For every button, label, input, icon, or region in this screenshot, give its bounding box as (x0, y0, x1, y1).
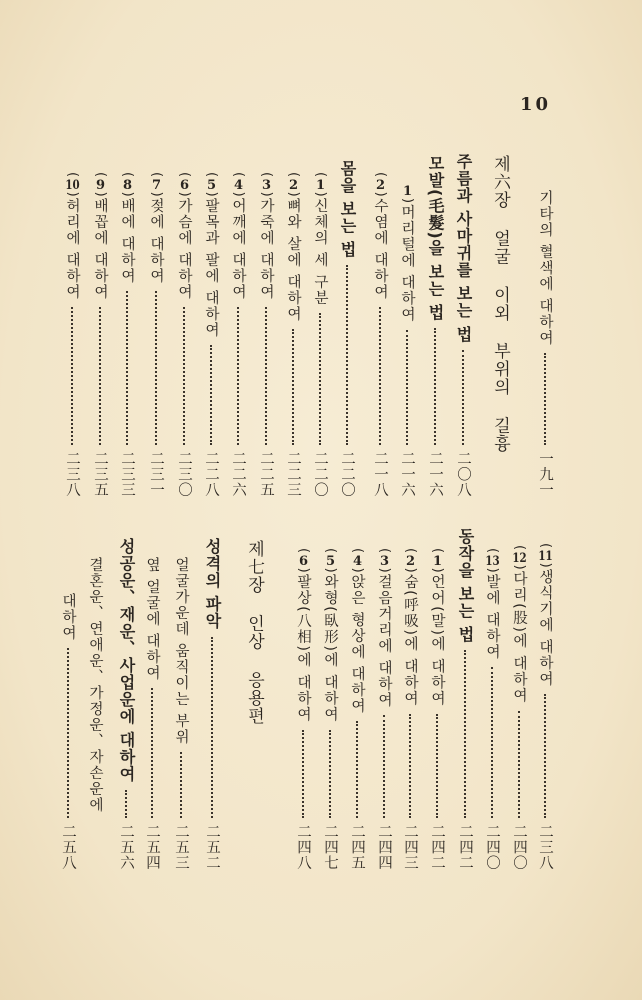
chapter-title: 제七장 인상 응용편 (244, 540, 264, 725)
page-ref: 二二八 (203, 450, 219, 497)
page-ref: 一九一 (537, 450, 553, 497)
dot-leader (518, 711, 520, 818)
page-ref: 二四五 (349, 823, 365, 870)
entry-number: 2 (288, 178, 299, 192)
entry-title: (6)팔상(八相)에 대하여 (295, 548, 311, 723)
entry-title: (12)다리(股)에 대하여 (511, 545, 527, 704)
chapter-heading (241, 540, 267, 725)
entry-number: 1 (432, 554, 443, 568)
page-ref: 二五四 (144, 823, 160, 870)
toc-entry (424, 548, 450, 870)
toc-entry (225, 172, 251, 497)
toc-entry (479, 548, 505, 870)
toc-section (113, 538, 139, 870)
toc-entry (394, 185, 420, 497)
toc-section (334, 160, 360, 497)
toc-entry (367, 172, 393, 497)
toc-entry (253, 172, 279, 497)
section-title: 주름과 사마귀를 보는 법 (454, 153, 473, 343)
toc-entry (317, 548, 343, 870)
dot-leader (319, 313, 321, 444)
entry-number: 5 (325, 554, 336, 568)
dot-leader (379, 307, 381, 444)
entry-number: 9 (95, 178, 106, 192)
toc-entry (280, 172, 306, 497)
dot-leader (155, 291, 157, 444)
page-ref: 二三八 (537, 823, 553, 870)
entry-number: 13 (485, 554, 500, 568)
dot-leader (125, 790, 127, 818)
dot-leader (292, 329, 294, 444)
entry-number: 3 (261, 178, 272, 192)
page-ref: 二一六 (427, 450, 443, 497)
entry-title: (8)배에 대하여 (119, 172, 135, 285)
entry-number: 3 (379, 554, 390, 568)
entry-title: (4)앉은 형상에 대하여 (349, 548, 365, 715)
entry-number: 4 (233, 178, 244, 192)
toc-section (452, 528, 478, 870)
toc-entry (59, 172, 85, 497)
page-ref: 二三八 (64, 450, 80, 497)
entry-number: 12 (512, 551, 527, 565)
page-ref: 二四〇 (511, 823, 527, 870)
toc-entry (55, 593, 81, 870)
toc-entry (198, 172, 224, 497)
toc-section (199, 538, 225, 870)
page-ref: 二五三 (173, 823, 189, 870)
chapter-heading (487, 155, 513, 453)
page-ref: 二四二 (429, 823, 445, 870)
page-ref: 二二六 (230, 450, 246, 497)
entry-number: 6 (179, 178, 190, 192)
page-ref: 二四八 (295, 823, 311, 870)
entry-number: 5 (206, 178, 217, 192)
chapter-title: 제六장 얼굴 이외 부위의 길흉 (490, 155, 510, 453)
entry-number: 10 (65, 178, 80, 192)
dot-leader (67, 648, 69, 818)
section-title: 동작을 보는 법 (456, 528, 475, 644)
toc-entry (397, 548, 423, 870)
entry-number: 8 (122, 178, 133, 192)
entry-title: 1)머리털에 대하여 (399, 185, 415, 323)
page-ref: 二五六 (118, 823, 134, 870)
entry-title: 결혼운、연애운、가정운、자손운에 (87, 557, 103, 813)
entry-title: (4)어깨에 대하여 (230, 172, 246, 301)
toc-section (422, 155, 448, 497)
dot-leader (151, 688, 153, 817)
page-ref: 二三三 (119, 450, 135, 497)
dot-leader (462, 350, 464, 445)
entry-number: 1 (315, 178, 326, 192)
dot-leader (237, 307, 239, 444)
dot-leader (211, 637, 213, 818)
entry-title: 기타의 혈색에 대하여 (537, 190, 553, 347)
page-ref: 二四三 (402, 823, 418, 870)
entry-title: (2)수염에 대하여 (372, 172, 388, 301)
entry-number: 7 (151, 178, 162, 192)
page-ref: 二二五 (258, 450, 274, 497)
dot-leader (329, 730, 331, 818)
dot-leader (99, 307, 101, 444)
dot-leader (436, 714, 438, 818)
dot-leader (464, 650, 466, 817)
dot-leader (210, 345, 212, 444)
toc-entry (114, 172, 140, 497)
dot-leader (356, 721, 358, 817)
page-number: 10 (520, 94, 552, 115)
toc-entry (87, 172, 113, 497)
toc-entry (143, 172, 169, 497)
section-title: 몸을 보는 법 (338, 160, 357, 259)
dot-leader (302, 730, 304, 818)
page-ref: 二二〇 (339, 450, 355, 497)
dot-leader (126, 291, 128, 444)
entry-title: (2)숨(呼吸)에 대하여 (402, 548, 418, 707)
toc-entry-continued (82, 557, 108, 813)
entry-title: 대하여 (60, 593, 76, 641)
dot-leader (409, 714, 411, 818)
entry-title: (1)언어(말)에 대하여 (429, 548, 445, 707)
page-ref: 二三五 (92, 450, 108, 497)
dot-leader (346, 265, 348, 444)
entry-number: 4 (352, 554, 363, 568)
page-ref: 二二三 (285, 450, 301, 497)
toc-entry (371, 548, 397, 870)
entry-title: 옆 얼굴에 대하여 (144, 557, 160, 682)
dot-leader (491, 667, 493, 817)
entry-number: 6 (298, 554, 309, 568)
toc-entry (532, 190, 558, 497)
entry-title: (3)가죽에 대하여 (258, 172, 274, 301)
toc-entry (532, 543, 558, 870)
entry-title: (13)발에 대하여 (484, 548, 500, 661)
dot-leader (434, 328, 436, 445)
entry-title: (3)걸음거리에 대하여 (376, 548, 392, 709)
page-ref: 二三〇 (176, 450, 192, 497)
page-ref: 二三一 (148, 450, 164, 497)
toc-section (450, 153, 476, 497)
entry-title: (6)가슴에 대하여 (176, 172, 192, 301)
dot-leader (183, 307, 185, 444)
toc-entry (168, 557, 194, 870)
entry-title: (10)허리에 대하여 (64, 172, 80, 301)
page-ref: 二四四 (376, 823, 392, 870)
page-ref: 二五二 (204, 823, 220, 870)
entry-number: 2 (375, 178, 386, 192)
entry-title: (9)배꼽에 대하여 (92, 172, 108, 301)
toc-entry (171, 172, 197, 497)
toc-entry (344, 548, 370, 870)
page-ref: 二四〇 (484, 823, 500, 870)
entry-title: (2)뼈와 살에 대하여 (285, 172, 301, 323)
entry-title: 얼굴가운데 움직이는 부위 (173, 557, 189, 746)
toc-entry (307, 172, 333, 497)
dot-leader (544, 353, 546, 444)
dot-leader (180, 752, 182, 817)
dot-leader (383, 715, 385, 817)
dot-leader (544, 694, 546, 817)
toc-entry (139, 557, 165, 870)
entry-number: 1 (402, 185, 413, 198)
entry-title: (5)와형(臥形)에 대하여 (322, 548, 338, 723)
entry-title: (11)생식기에 대하여 (537, 543, 553, 688)
dot-leader (71, 307, 73, 444)
page-ref: 二二〇 (312, 450, 328, 497)
dot-leader (406, 330, 408, 445)
section-title: 성공운、재운、사업운에 대하여 (117, 538, 136, 783)
page-ref: 二一八 (372, 450, 388, 497)
entry-number: 2 (405, 554, 416, 568)
entry-title: (5)팔목과 팔에 대하여 (203, 172, 219, 339)
entry-title: (7)젖에 대하여 (148, 172, 164, 285)
section-title: 성격의 파악 (203, 538, 222, 630)
section-title: 모발(毛髮)을 보는 법 (426, 155, 445, 321)
toc-entry (290, 548, 316, 870)
entry-title: (1)신체의 세 구분 (312, 172, 328, 307)
page-ref: 二〇八 (455, 450, 471, 497)
page-ref: 二五八 (60, 823, 76, 870)
toc-entry (506, 545, 532, 870)
entry-number: 11 (538, 549, 553, 563)
page-ref: 二四七 (322, 823, 338, 870)
dot-leader (265, 307, 267, 444)
page-ref: 二四二 (457, 823, 473, 870)
page-ref: 二一六 (399, 450, 415, 497)
